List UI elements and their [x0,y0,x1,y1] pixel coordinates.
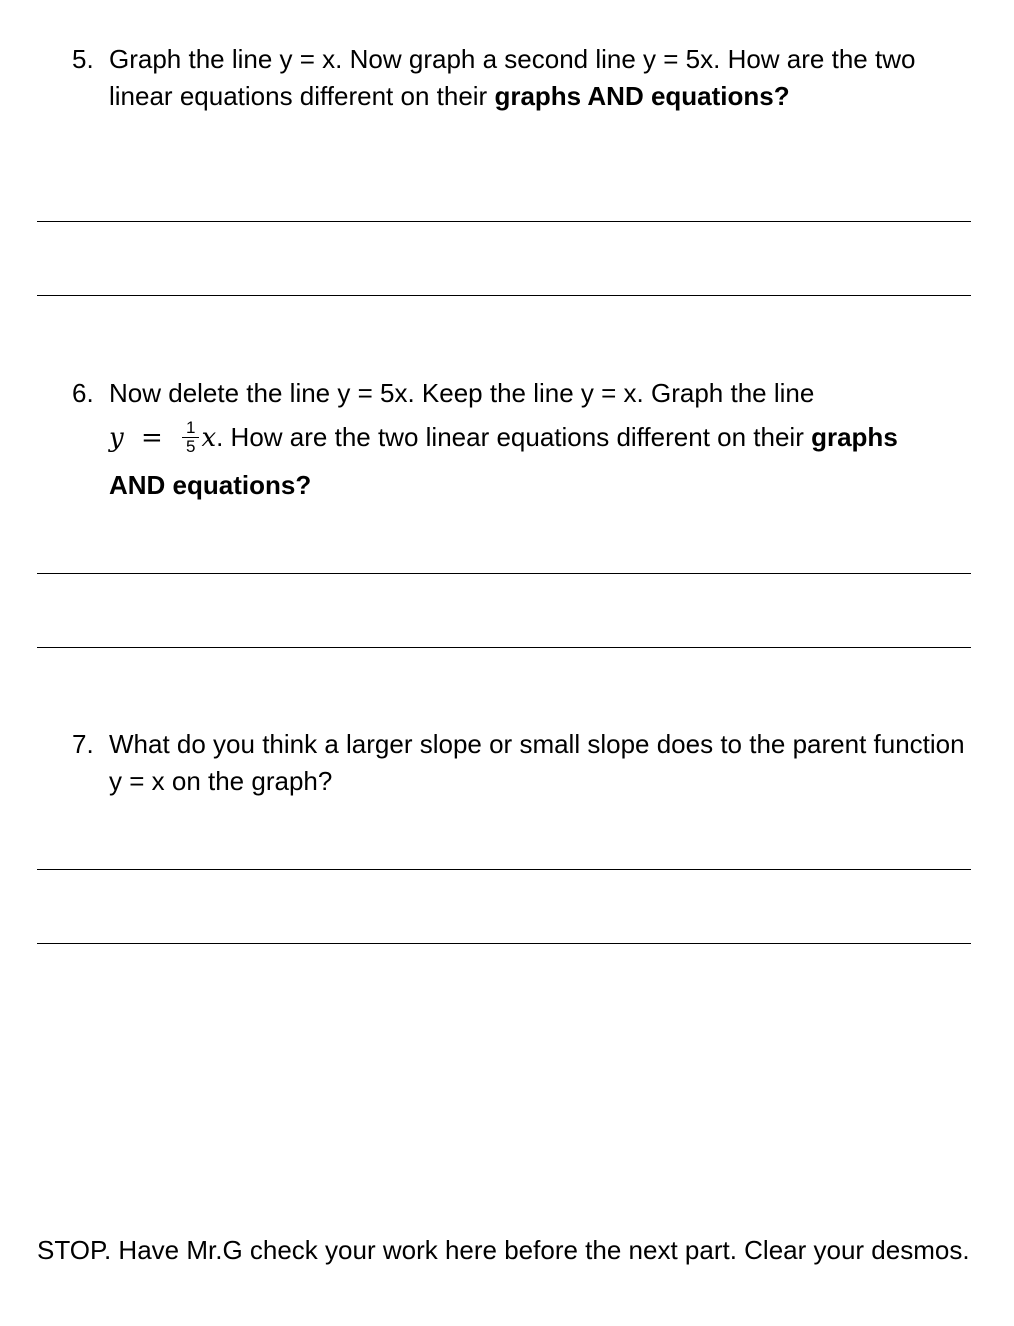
question-line-3 [109,463,972,507]
answer-line[interactable] [37,573,971,574]
question-line-2: y = $\frac{1}{5}$ x. How are the two linear equations different on their graphs [109,417,898,456]
answer-line[interactable] [37,943,971,944]
question-number: 6. [72,378,94,408]
question-line-1: Now delete the line y = 5x. Keep the line y = x. Graph the line [109,378,815,408]
question-emphasis: graphs AND equations? [494,81,790,111]
answer-line[interactable] [37,647,971,648]
stop-instruction: STOP. Have Mr.G check your work here before the next part. Clear your desmos. [37,1235,970,1265]
math-y: y [109,423,124,453]
answer-line[interactable] [37,869,971,870]
question-text [109,41,972,115]
question-prompt: Graph the line y = x. Now graph a second line y = 5x. How are the two linear equations different on their [109,44,916,111]
question-number: 5. [72,44,94,74]
question-emphasis: AND equations? [109,470,312,500]
answer-line[interactable] [37,221,971,222]
question-7 [72,726,972,800]
math-equals: = [140,423,163,453]
fraction-denominator: 5 [185,436,196,456]
question-text: What do you think a larger slope or small slope does to the parent function y = x on the graph? [109,729,965,796]
question-5 [72,41,972,115]
fraction-numerator: 1 [182,419,199,438]
question-text [109,375,972,507]
question-number: 7. [72,729,94,759]
question-6 [72,375,972,507]
fraction [182,419,199,456]
answer-line[interactable] [37,295,971,296]
question-emphasis: graphs [811,422,898,452]
math-x: x [201,423,217,453]
